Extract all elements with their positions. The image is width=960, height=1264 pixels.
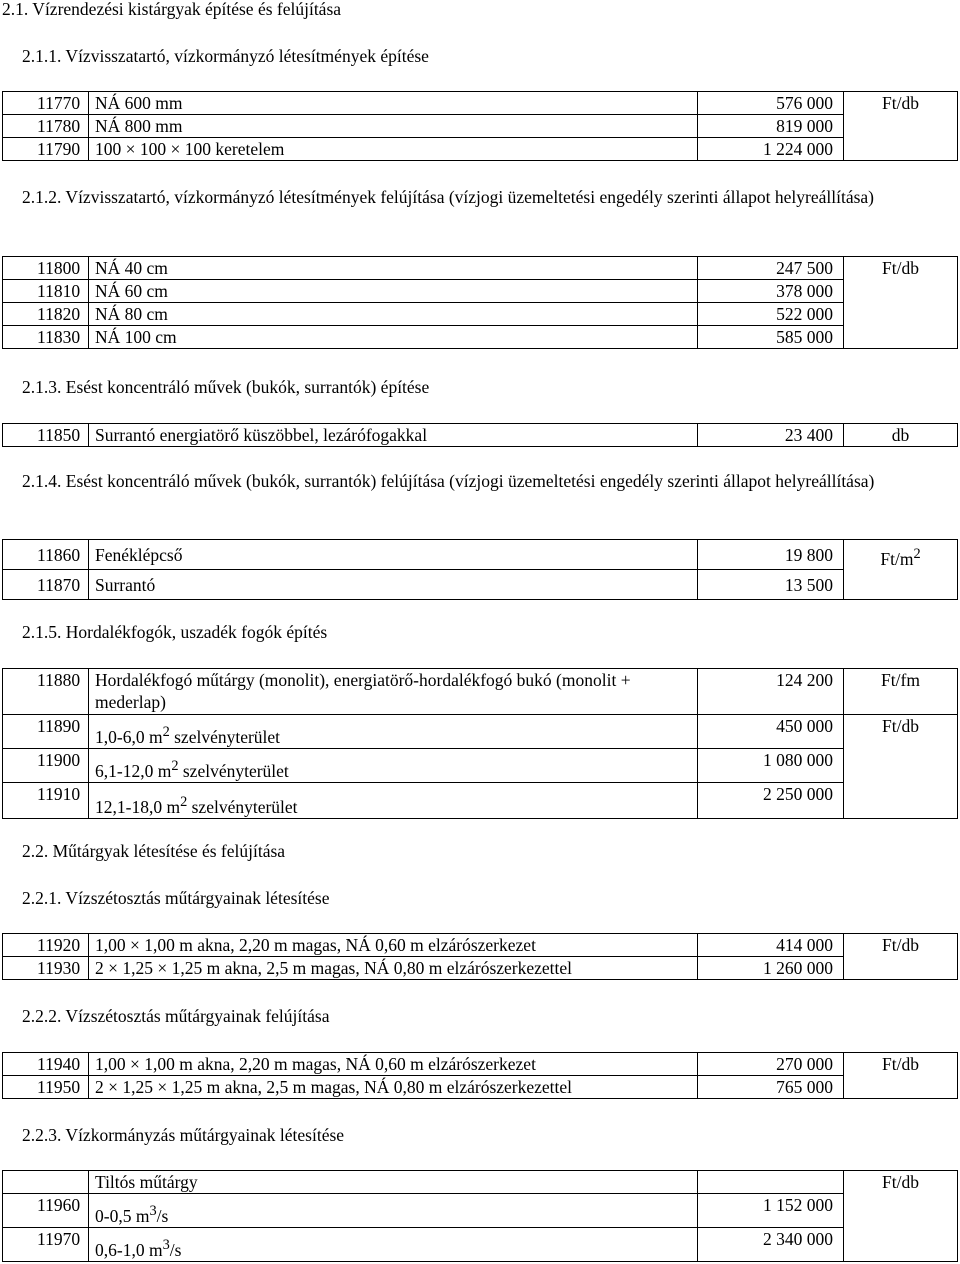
unit-cell: Ft/fm [844, 669, 958, 715]
table-2-1-5 [2, 668, 958, 819]
item-description [89, 1194, 698, 1228]
empty-code-cell [3, 1171, 89, 1194]
unit-cell: Ft/db [844, 92, 958, 161]
table-2-2-1 [2, 933, 958, 980]
description-text: szelvényterület [169, 727, 281, 747]
description-text: 12,1-18,0 m [95, 797, 181, 817]
unit-base: Ft/m [880, 549, 914, 569]
item-description: NÁ 100 cm [89, 326, 698, 349]
exponent: 2 [162, 723, 170, 740]
table-row [3, 934, 958, 957]
item-description: 2 × 1,25 × 1,25 m akna, 2,5 m magas, NÁ 0,80 m elzárószerkezettel [89, 957, 698, 980]
table-row [3, 783, 958, 819]
table-row [3, 669, 958, 715]
item-code: 11950 [3, 1076, 89, 1099]
table-row [3, 749, 958, 783]
item-price: 1 260 000 [698, 957, 844, 980]
table-row [3, 326, 958, 349]
exponent: 3 [149, 1202, 157, 1219]
table-2-2-2 [2, 1052, 958, 1099]
item-price: 414 000 [698, 934, 844, 957]
table-2-2-3 [2, 1170, 958, 1262]
item-price: 19 800 [698, 540, 844, 570]
item-price: 1 152 000 [698, 1194, 844, 1228]
unit-cell [844, 540, 958, 600]
item-code: 11800 [3, 257, 89, 280]
item-code: 11940 [3, 1053, 89, 1076]
item-price: 585 000 [698, 326, 844, 349]
section-heading-2-2: 2.2. Műtárgyak létesítése és felújítása [22, 841, 286, 861]
item-code: 11880 [3, 669, 89, 715]
item-code: 11850 [3, 424, 89, 447]
exponent: 2 [180, 793, 188, 810]
description-text: 6,1-12,0 m [95, 761, 172, 781]
item-price: 13 500 [698, 570, 844, 600]
table-row [3, 1228, 958, 1262]
unit-cell: Ft/db [844, 715, 958, 819]
item-code: 11830 [3, 326, 89, 349]
item-price: 1 080 000 [698, 749, 844, 783]
item-code: 11860 [3, 540, 89, 570]
unit-cell: Ft/db [844, 257, 958, 349]
item-description: Surrantó energiatörő küszöbbel, lezárófogakkal [89, 424, 698, 447]
table-row [3, 1053, 958, 1076]
item-code: 11780 [3, 115, 89, 138]
table-row [3, 92, 958, 115]
exponent: 3 [162, 1236, 170, 1253]
item-description [89, 783, 698, 819]
item-description: Hordalékfogó műtárgy (monolit), energiatörő-hordalékfogó bukó (monolit + mederlap) [89, 669, 698, 715]
table-row [3, 570, 958, 600]
item-code: 11870 [3, 570, 89, 600]
item-code: 11890 [3, 715, 89, 749]
section-heading-2-1-2: 2.1.2. Vízvisszatartó, vízkormányzó létesítmények felújítása (vízjogi üzemeltetési engedély szerinti állapot helyreállítása) [22, 187, 875, 207]
section-heading-2-1-5: 2.1.5. Hordalékfogók, uszadék fogók építés [22, 622, 328, 642]
item-price: 247 500 [698, 257, 844, 280]
unit-cell: db [844, 424, 958, 447]
description-text: 0-0,5 m [95, 1206, 150, 1226]
description-text: szelvényterület [187, 797, 298, 817]
item-description: Surrantó [89, 570, 698, 600]
section-heading-2-2-2: 2.2.2. Vízszétosztás műtárgyainak felújítása [22, 1006, 330, 1026]
table-row [3, 957, 958, 980]
table-row [3, 280, 958, 303]
unit-exponent: 2 [913, 545, 921, 562]
table-2-1-3 [2, 423, 958, 447]
item-price: 378 000 [698, 280, 844, 303]
section-heading-2-1-4: 2.1.4. Esést koncentráló művek (bukók, surrantók) felújítása (vízjogi üzemeltetési engedély szerinti állapot helyreállítása) [22, 471, 875, 491]
table-row [3, 1171, 958, 1194]
item-code: 11790 [3, 138, 89, 161]
description-text: /s [169, 1240, 182, 1260]
group-header: Tiltós műtárgy [89, 1171, 698, 1194]
item-description: NÁ 40 cm [89, 257, 698, 280]
item-price: 2 250 000 [698, 783, 844, 819]
item-price: 270 000 [698, 1053, 844, 1076]
description-text: /s [156, 1206, 169, 1226]
exponent: 2 [171, 757, 179, 774]
unit-cell: Ft/db [844, 1053, 958, 1099]
item-code: 11900 [3, 749, 89, 783]
item-description: NÁ 60 cm [89, 280, 698, 303]
item-code: 11820 [3, 303, 89, 326]
item-description: 1,00 × 1,00 m akna, 2,20 m magas, NÁ 0,60 m elzárószerkezet [89, 1053, 698, 1076]
item-code: 11960 [3, 1194, 89, 1228]
item-description [89, 715, 698, 749]
table-row [3, 715, 958, 749]
item-description: NÁ 80 cm [89, 303, 698, 326]
item-code: 11930 [3, 957, 89, 980]
description-text: szelvényterület [178, 761, 289, 781]
item-price: 23 400 [698, 424, 844, 447]
table-row [3, 424, 958, 447]
item-price: 450 000 [698, 715, 844, 749]
table-row [3, 540, 958, 570]
item-description: NÁ 800 mm [89, 115, 698, 138]
description-text: 0,6-1,0 m [95, 1240, 163, 1260]
section-heading-2-1-3: 2.1.3. Esést koncentráló művek (bukók, surrantók) építése [22, 377, 430, 397]
item-description: NÁ 600 mm [89, 92, 698, 115]
item-price: 124 200 [698, 669, 844, 715]
item-code: 11970 [3, 1228, 89, 1262]
item-price: 1 224 000 [698, 138, 844, 161]
item-code: 11810 [3, 280, 89, 303]
item-price: 765 000 [698, 1076, 844, 1099]
table-row [3, 303, 958, 326]
table-row [3, 115, 958, 138]
table-row [3, 1194, 958, 1228]
item-price: 819 000 [698, 115, 844, 138]
table-2-1-1 [2, 91, 958, 161]
item-code: 11910 [3, 783, 89, 819]
table-row [3, 257, 958, 280]
table-2-1-2 [2, 256, 958, 349]
item-description [89, 1228, 698, 1262]
table-row [3, 138, 958, 161]
section-heading-2-1-1: 2.1.1. Vízvisszatartó, vízkormányzó létesítmények építése [22, 46, 429, 66]
unit-cell: Ft/db [844, 934, 958, 980]
item-description: 2 × 1,25 × 1,25 m akna, 2,5 m magas, NÁ 0,80 m elzárószerkezettel [89, 1076, 698, 1099]
empty-price-cell [698, 1171, 844, 1194]
item-code: 11920 [3, 934, 89, 957]
item-price: 576 000 [698, 92, 844, 115]
item-description [89, 749, 698, 783]
section-heading-2-2-3: 2.2.3. Vízkormányzás műtárgyainak létesítése [22, 1125, 345, 1145]
description-text: 1,0-6,0 m [95, 727, 163, 747]
item-price: 2 340 000 [698, 1228, 844, 1262]
item-description: 100 × 100 × 100 keretelem [89, 138, 698, 161]
item-code: 11770 [3, 92, 89, 115]
table-row [3, 1076, 958, 1099]
item-description: Fenéklépcső [89, 540, 698, 570]
unit-cell: Ft/db [844, 1171, 958, 1262]
item-price: 522 000 [698, 303, 844, 326]
item-description: 1,00 × 1,00 m akna, 2,20 m magas, NÁ 0,60 m elzárószerkezet [89, 934, 698, 957]
table-2-1-4 [2, 539, 958, 600]
section-heading-2-1: 2.1. Vízrendezési kistárgyak építése és felújítása [2, 0, 342, 19]
section-heading-2-2-1: 2.2.1. Vízszétosztás műtárgyainak létesítése [22, 888, 330, 908]
